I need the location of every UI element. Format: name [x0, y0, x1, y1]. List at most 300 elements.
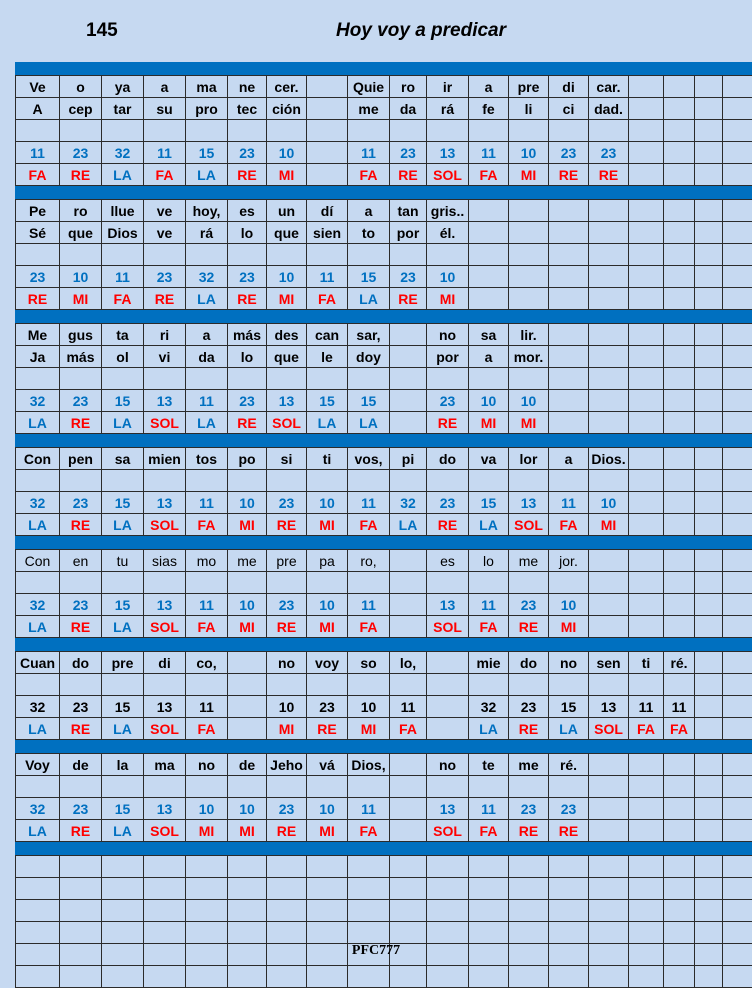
grid-cell: [695, 754, 723, 775]
grid-cell: [589, 616, 629, 637]
syllable-row: [15, 324, 752, 346]
grid-cell: LA: [102, 164, 144, 185]
grid-cell: [15, 674, 60, 695]
grid-cell: pre: [509, 76, 549, 97]
grid-cell: pen: [60, 448, 102, 469]
grid-cell: mor.: [509, 346, 549, 367]
grid-cell: [102, 572, 144, 593]
grid-cell: [664, 798, 695, 819]
grid-cell: por: [427, 346, 469, 367]
grid-cell: [307, 572, 348, 593]
grid-cell: me: [509, 550, 549, 571]
grid-cell: FA: [186, 616, 228, 637]
grid-cell: [390, 572, 427, 593]
grid-cell: [664, 76, 695, 97]
grid-cell: [629, 98, 664, 119]
grid-cell: di: [549, 76, 589, 97]
grid-cell: [629, 616, 664, 637]
grid-cell: gris..: [427, 200, 469, 221]
grid-cell: [629, 142, 664, 163]
grid-cell: 11: [186, 594, 228, 615]
grid-cell: [695, 324, 723, 345]
grid-cell: es: [427, 550, 469, 571]
grid-cell: [144, 900, 186, 921]
grid-cell: 15: [469, 492, 509, 513]
grid-cell: [695, 164, 723, 185]
syllable-row: [15, 346, 752, 368]
grid-cell: pre: [102, 652, 144, 673]
grid-cell: li: [509, 98, 549, 119]
grid-cell: 10: [307, 594, 348, 615]
grid-cell: [267, 900, 307, 921]
grid-cell: [695, 550, 723, 571]
grid-cell: sen: [589, 652, 629, 673]
grid-cell: [15, 120, 60, 141]
grid-cell: [549, 244, 589, 265]
grid-cell: [60, 572, 102, 593]
grid-cell: mien: [144, 448, 186, 469]
grid-cell: RE: [267, 820, 307, 841]
grid-cell: [15, 922, 60, 943]
note-row: [15, 514, 752, 536]
grid-cell: [348, 900, 390, 921]
grid-cell: me: [509, 754, 549, 775]
grid-cell: 10: [267, 142, 307, 163]
grid-cell: [695, 222, 723, 243]
grid-cell: [664, 550, 695, 571]
syllable-row: [15, 754, 752, 776]
grid-cell: [664, 572, 695, 593]
grid-cell: Sé: [15, 222, 60, 243]
grid-cell: 13: [427, 798, 469, 819]
grid-cell: [695, 412, 723, 433]
grid-cell: [695, 142, 723, 163]
grid-cell: 15: [102, 492, 144, 513]
grid-cell: [664, 514, 695, 535]
grid-cell: 23: [60, 492, 102, 513]
grid-cell: [186, 878, 228, 899]
grid-cell: [144, 244, 186, 265]
grid-cell: RE: [144, 288, 186, 309]
grid-cell: ya: [102, 76, 144, 97]
grid-cell: [664, 754, 695, 775]
grid-cell: pro: [186, 98, 228, 119]
grid-cell: [549, 856, 589, 877]
grid-cell: [427, 244, 469, 265]
grid-cell: Quie: [348, 76, 390, 97]
grid-cell: [629, 966, 664, 987]
grid-cell: 10: [186, 798, 228, 819]
number-row: [15, 266, 752, 288]
grid-cell: [228, 878, 267, 899]
grid-cell: LA: [348, 412, 390, 433]
grid-cell: [102, 856, 144, 877]
grid-cell: 13: [589, 696, 629, 717]
grid-cell: [629, 922, 664, 943]
grid-cell: [15, 470, 60, 491]
grid-cell: [695, 718, 723, 739]
grid-cell: [228, 368, 267, 389]
grid-cell: can: [307, 324, 348, 345]
grid-cell: 23: [509, 594, 549, 615]
number-row: [15, 798, 752, 820]
grid-cell: llue: [102, 200, 144, 221]
grid-cell: cer.: [267, 76, 307, 97]
grid-cell: Ve: [15, 76, 60, 97]
grid-cell: [390, 966, 427, 987]
grid-cell: [664, 412, 695, 433]
grid-cell: [589, 820, 629, 841]
grid-cell: mie: [469, 652, 509, 673]
grid-cell: [549, 390, 589, 411]
grid-cell: MI: [267, 718, 307, 739]
grid-cell: [144, 776, 186, 797]
grid-cell: 11: [102, 266, 144, 287]
syllable-row: [15, 200, 752, 222]
note-row: [15, 616, 752, 638]
grid-cell: [228, 674, 267, 695]
grid-cell: tos: [186, 448, 228, 469]
grid-cell: [390, 390, 427, 411]
grid-cell: lo: [228, 346, 267, 367]
grid-cell: [589, 324, 629, 345]
grid-cell: [589, 120, 629, 141]
grid-cell: 23: [427, 390, 469, 411]
section-divider: [15, 310, 752, 324]
grid-cell: dad.: [589, 98, 629, 119]
grid-cell: [469, 674, 509, 695]
grid-cell: ma: [186, 76, 228, 97]
grid-cell: tec: [228, 98, 267, 119]
grid-cell: [589, 878, 629, 899]
grid-cell: [549, 200, 589, 221]
grid-cell: [589, 550, 629, 571]
grid-cell: [186, 966, 228, 987]
grid-cell: 15: [549, 696, 589, 717]
grid-cell: 32: [186, 266, 228, 287]
grid-cell: [267, 922, 307, 943]
grid-cell: RE: [589, 164, 629, 185]
number-row: [15, 390, 752, 412]
grid-cell: ro: [390, 76, 427, 97]
grid-cell: [390, 594, 427, 615]
grid-cell: [549, 324, 589, 345]
grid-cell: 11: [348, 798, 390, 819]
grid-cell: [629, 594, 664, 615]
grid-cell: [695, 98, 723, 119]
grid-cell: MI: [589, 514, 629, 535]
grid-cell: [469, 470, 509, 491]
grid-cell: 10: [307, 798, 348, 819]
section-divider: [15, 434, 752, 448]
grid-cell: 13: [144, 696, 186, 717]
grid-cell: [695, 200, 723, 221]
grid-cell: 10: [228, 798, 267, 819]
grid-cell: Pe: [15, 200, 60, 221]
grid-cell: des: [267, 324, 307, 345]
grid-cell: [267, 674, 307, 695]
grid-cell: 10: [549, 594, 589, 615]
grid-cell: MI: [228, 820, 267, 841]
grid-cell: [629, 492, 664, 513]
grid-cell: to: [348, 222, 390, 243]
grid-cell: [664, 164, 695, 185]
grid-cell: 11: [144, 142, 186, 163]
grid-cell: 13: [427, 594, 469, 615]
grid-cell: [60, 776, 102, 797]
grid-cell: [144, 856, 186, 877]
grid-cell: FA: [15, 164, 60, 185]
note-row: [15, 718, 752, 740]
grid-cell: 23: [15, 266, 60, 287]
grid-cell: do: [60, 652, 102, 673]
grid-cell: ré.: [549, 754, 589, 775]
grid-cell: [228, 900, 267, 921]
page-number: 145: [86, 20, 118, 41]
grid-cell: FA: [186, 718, 228, 739]
grid-cell: MI: [267, 288, 307, 309]
grid-cell: 23: [509, 798, 549, 819]
grid-cell: FA: [469, 616, 509, 637]
grid-cell: LA: [469, 718, 509, 739]
grid-cell: más: [60, 346, 102, 367]
grid-cell: [186, 470, 228, 491]
grid-cell: LA: [15, 412, 60, 433]
grid-cell: [589, 368, 629, 389]
grid-cell: [307, 164, 348, 185]
grid-cell: [348, 120, 390, 141]
note-row: [15, 288, 752, 310]
grid-cell: sar,: [348, 324, 390, 345]
grid-cell: Ja: [15, 346, 60, 367]
grid-cell: ro: [60, 200, 102, 221]
grid-cell: [469, 922, 509, 943]
section-divider: [15, 842, 752, 856]
grid-cell: ti: [629, 652, 664, 673]
grid-cell: [307, 856, 348, 877]
grid-cell: [664, 448, 695, 469]
grid-cell: [348, 966, 390, 987]
grid-cell: 10: [267, 266, 307, 287]
grid-cell: [549, 900, 589, 921]
grid-cell: [186, 776, 228, 797]
grid-cell: [509, 288, 549, 309]
grid-cell: FA: [549, 514, 589, 535]
grid-cell: de: [228, 754, 267, 775]
grid-cell: [589, 390, 629, 411]
grid-cell: [629, 288, 664, 309]
grid-cell: RE: [267, 514, 307, 535]
grid-cell: pre: [267, 550, 307, 571]
grid-cell: él.: [427, 222, 469, 243]
grid-cell: [427, 878, 469, 899]
grid-cell: [509, 120, 549, 141]
grid-cell: RE: [549, 820, 589, 841]
grid-cell: [390, 856, 427, 877]
grid-cell: 11: [186, 492, 228, 513]
grid-cell: lo,: [390, 652, 427, 673]
grid-cell: [390, 674, 427, 695]
grid-cell: 23: [267, 594, 307, 615]
blank-row: [15, 856, 752, 878]
grid-cell: [60, 900, 102, 921]
grid-cell: LA: [102, 616, 144, 637]
grid-cell: RE: [60, 820, 102, 841]
grid-cell: 23: [60, 142, 102, 163]
grid-cell: RE: [60, 718, 102, 739]
grid-cell: [549, 120, 589, 141]
grid-cell: [469, 244, 509, 265]
grid-cell: [228, 572, 267, 593]
grid-cell: [589, 856, 629, 877]
grid-cell: jor.: [549, 550, 589, 571]
grid-cell: FA: [144, 164, 186, 185]
grid-cell: [549, 572, 589, 593]
grid-cell: Dios,: [348, 754, 390, 775]
grid-cell: 10: [427, 266, 469, 287]
grid-cell: MI: [469, 412, 509, 433]
grid-cell: [267, 856, 307, 877]
grid-cell: sien: [307, 222, 348, 243]
grid-cell: MI: [228, 514, 267, 535]
grid-cell: 11: [549, 492, 589, 513]
grid-cell: 23: [390, 266, 427, 287]
grid-cell: [307, 922, 348, 943]
grid-cell: [144, 878, 186, 899]
grid-cell: [60, 922, 102, 943]
grid-cell: [267, 966, 307, 987]
grid-cell: [427, 966, 469, 987]
grid-cell: [348, 922, 390, 943]
grid-cell: es: [228, 200, 267, 221]
grid-cell: 23: [144, 266, 186, 287]
grid-cell: la: [102, 754, 144, 775]
grid-cell: SOL: [427, 616, 469, 637]
grid-cell: [15, 856, 60, 877]
grid-cell: 32: [469, 696, 509, 717]
grid-cell: LA: [102, 514, 144, 535]
grid-cell: MI: [228, 616, 267, 637]
grid-cell: a: [469, 346, 509, 367]
grid-cell: RE: [509, 820, 549, 841]
grid-cell: [695, 856, 723, 877]
grid-cell: [589, 776, 629, 797]
grid-cell: [102, 244, 144, 265]
note-row: [15, 820, 752, 842]
grid-cell: [390, 244, 427, 265]
grid-cell: pa: [307, 550, 348, 571]
grid-cell: 10: [267, 696, 307, 717]
grid-cell: FA: [307, 288, 348, 309]
grid-cell: no: [427, 324, 469, 345]
grid-cell: [102, 470, 144, 491]
grid-cell: [144, 966, 186, 987]
grid-cell: [549, 368, 589, 389]
grid-cell: [664, 900, 695, 921]
grid-cell: RE: [307, 718, 348, 739]
grid-cell: [60, 856, 102, 877]
grid-cell: [307, 244, 348, 265]
grid-cell: hoy,: [186, 200, 228, 221]
section-divider: [15, 62, 752, 76]
grid-cell: [695, 470, 723, 491]
grid-cell: Con: [15, 550, 60, 571]
grid-cell: [144, 674, 186, 695]
grid-cell: [390, 616, 427, 637]
grid-cell: [695, 652, 723, 673]
grid-cell: [509, 244, 549, 265]
grid-cell: [60, 674, 102, 695]
grid-cell: Dios: [102, 222, 144, 243]
grid-cell: [267, 776, 307, 797]
grid-cell: [186, 368, 228, 389]
grid-cell: do: [509, 652, 549, 673]
grid-cell: 10: [509, 142, 549, 163]
grid-cell: [589, 900, 629, 921]
grid-cell: si: [267, 448, 307, 469]
grid-cell: [589, 288, 629, 309]
grid-cell: [664, 922, 695, 943]
grid-cell: 10: [509, 390, 549, 411]
grid-cell: [186, 856, 228, 877]
grid-cell: [664, 222, 695, 243]
grid-cell: voy: [307, 652, 348, 673]
grid-cell: MI: [549, 616, 589, 637]
grid-cell: [695, 346, 723, 367]
grid-cell: [186, 244, 228, 265]
grid-cell: [589, 200, 629, 221]
grid-cell: 15: [102, 798, 144, 819]
grid-cell: MI: [348, 718, 390, 739]
grid-cell: RE: [509, 718, 549, 739]
grid-cell: [469, 368, 509, 389]
grid-cell: [629, 368, 664, 389]
grid-cell: [348, 368, 390, 389]
grid-cell: sias: [144, 550, 186, 571]
grid-cell: [228, 922, 267, 943]
grid-cell: [102, 674, 144, 695]
grid-cell: da: [186, 346, 228, 367]
grid-cell: [549, 288, 589, 309]
grid-cell: [664, 266, 695, 287]
grid-cell: mo: [186, 550, 228, 571]
grid-cell: [509, 266, 549, 287]
grid-cell: 13: [267, 390, 307, 411]
grid-cell: [186, 922, 228, 943]
grid-cell: ci: [549, 98, 589, 119]
grid-cell: [307, 900, 348, 921]
grid-cell: le: [307, 346, 348, 367]
grid-cell: tar: [102, 98, 144, 119]
grid-cell: [549, 266, 589, 287]
grid-cell: LA: [186, 412, 228, 433]
syllable-row: [15, 98, 752, 120]
grid-cell: un: [267, 200, 307, 221]
grid-cell: 11: [186, 390, 228, 411]
grid-cell: [509, 572, 549, 593]
grid-cell: [15, 572, 60, 593]
grid-cell: [307, 120, 348, 141]
grid-cell: [629, 390, 664, 411]
blank-row: [15, 922, 752, 944]
blank-row: [15, 120, 752, 142]
grid-cell: MI: [60, 288, 102, 309]
grid-cell: 23: [267, 798, 307, 819]
grid-cell: [144, 368, 186, 389]
grid-cell: 15: [348, 390, 390, 411]
grid-cell: [469, 572, 509, 593]
grid-cell: [549, 776, 589, 797]
